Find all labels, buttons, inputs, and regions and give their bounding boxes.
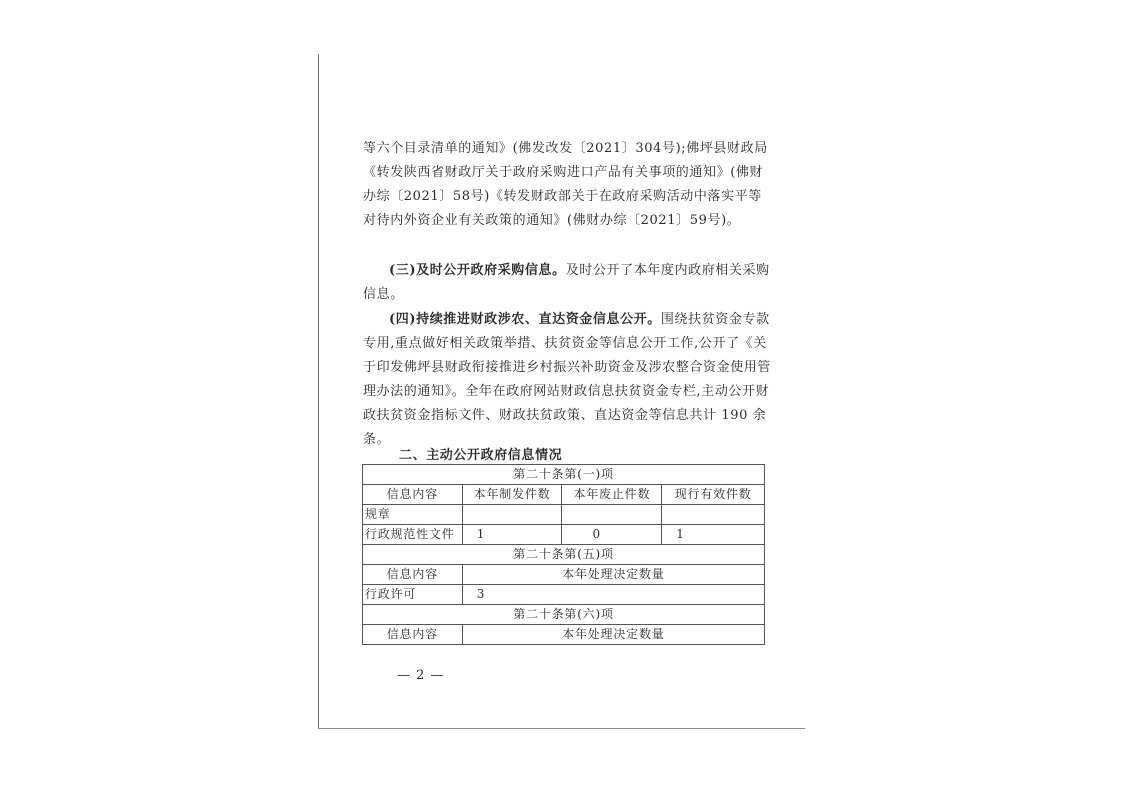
page-number: — 2 — — [397, 668, 445, 683]
paragraph-notices — [363, 137, 775, 233]
table-row — [363, 605, 765, 625]
row-norms-in-force: 1 — [662, 525, 765, 545]
table-row — [363, 585, 765, 605]
row-permit-value: 3 — [462, 585, 764, 605]
section-6-header-content: 信息内容 — [363, 625, 463, 645]
row-rules-in-force — [662, 505, 765, 525]
document-page — [318, 54, 805, 729]
row-permit-label: 行政许可 — [363, 585, 463, 605]
section-1-title: 第二十条第(一)项 — [363, 465, 765, 485]
header-repealed: 本年废止件数 — [562, 485, 662, 505]
header-in-force: 现行有效件数 — [662, 485, 765, 505]
table-row — [363, 465, 765, 485]
row-rules-issued — [462, 505, 562, 525]
info-disclosure-table — [362, 464, 765, 645]
paragraph-3-lead: (三)及时公开政府采购信息。 — [389, 263, 566, 278]
table-row — [363, 625, 765, 645]
section-6-header-count: 本年处理决定数量 — [462, 625, 764, 645]
table-row — [363, 485, 765, 505]
row-norms-repealed: 0 — [562, 525, 662, 545]
section-heading: 二、主动公开政府信息情况 — [399, 448, 563, 463]
section-5-header-count: 本年处理决定数量 — [462, 565, 764, 585]
header-issued: 本年制发件数 — [462, 485, 562, 505]
table-row — [363, 525, 765, 545]
table-row — [363, 505, 765, 525]
row-rules-repealed — [562, 505, 662, 525]
paragraph-procurement — [363, 259, 775, 307]
table-row — [363, 545, 765, 565]
row-norms-issued: 1 — [462, 525, 562, 545]
paragraph-4-lead: (四)持续推进财政涉农、直达资金信息公开。 — [389, 312, 661, 327]
section-5-header-content: 信息内容 — [363, 565, 463, 585]
row-rules-label: 规章 — [363, 505, 463, 525]
paragraph-1-text: 等六个目录清单的通知》(佛发改发〔2021〕304号);佛坪县财政局《转发陕西省财政厅关于政府采购进口产品有关事项的通知》(佛财办综〔2021〕58号)《转发财政部关于在政府采购活动中落实平等对待内外资企业有关政策的通知》(佛财办综〔2021〕59号)。 — [363, 141, 768, 228]
section-5-title: 第二十条第(五)项 — [363, 545, 765, 565]
paragraph-4-body: 围绕扶贫资金专款专用,重点做好相关政策举措、扶贫资金等信息公开工作,公开了《关于印发佛坪县财政衔接推进乡村振兴补助资金及涉农整合资金使用管理办法的通知》。全年在政府网站财政信息扶贫资金专栏,主动公开财政扶贫资金指标文件、财政扶贫政策、直达资金等信息共计 190 余条。 — [363, 312, 772, 447]
paragraph-3-body: 及时公开了本年度内政府相关采购信息。 — [363, 263, 770, 302]
paragraph-agri-funds — [363, 308, 775, 452]
table-row — [363, 565, 765, 585]
section-6-title: 第二十条第(六)项 — [363, 605, 765, 625]
row-norms-label: 行政规范性文件 — [363, 525, 463, 545]
header-info-content: 信息内容 — [363, 485, 463, 505]
